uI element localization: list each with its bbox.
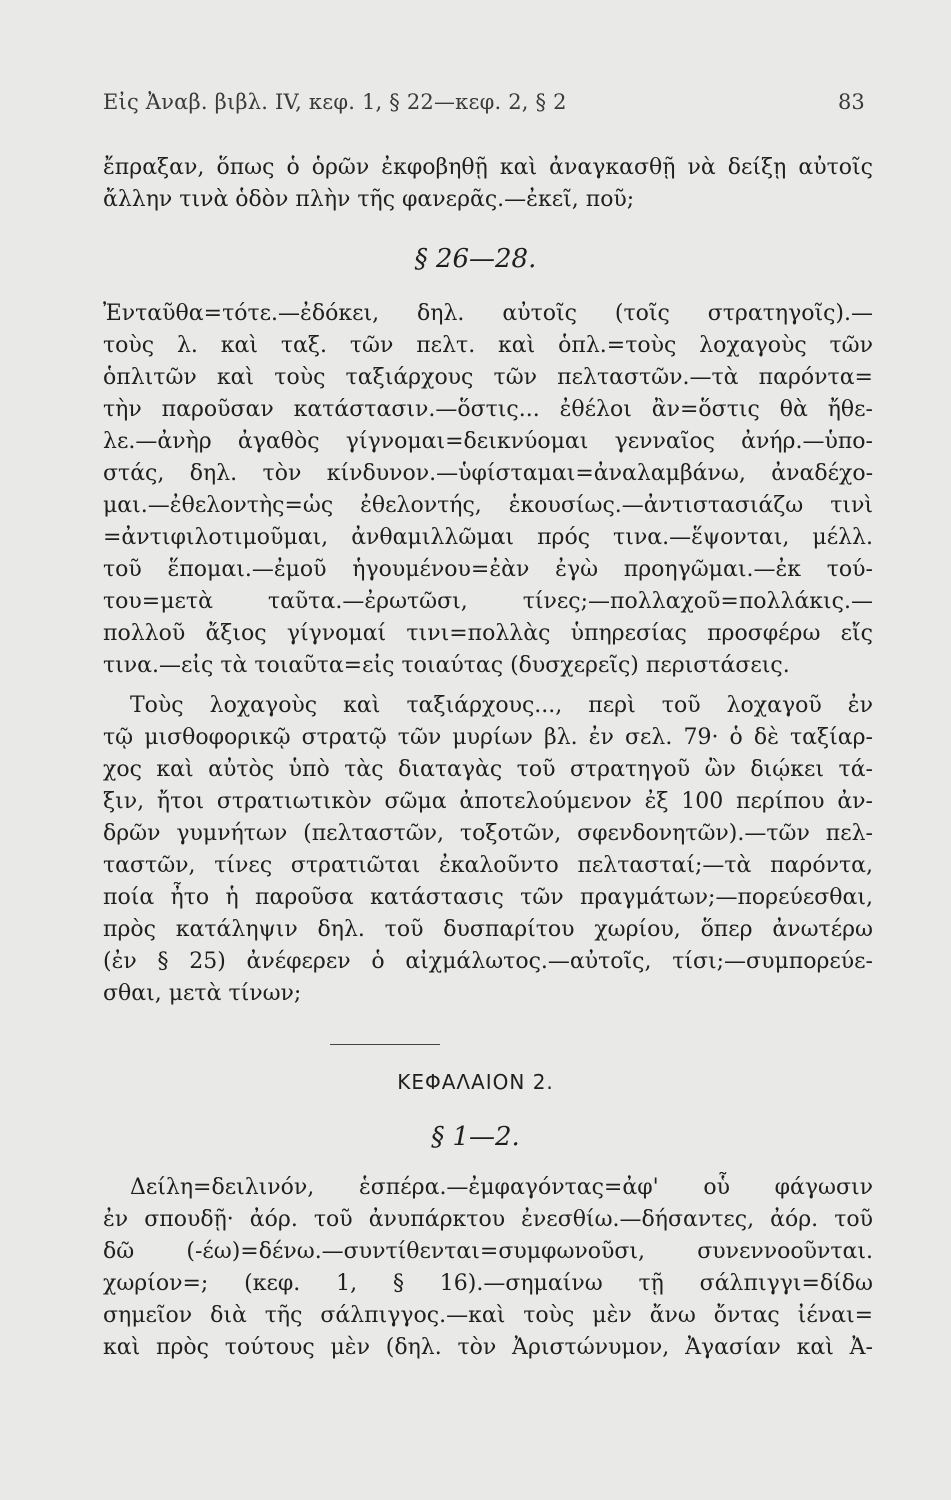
running-header	[0, 90, 951, 122]
text-line: λε.—ἀνὴρ ἀγαθὸς γίγνομαι=δεικνύομαι γενναῖος ἀνήρ.—ὑπο-	[103, 429, 873, 454]
text-line: σημεῖον διὰ τῆς σάλπιγγος.—καὶ τοὺς μὲν ἄνω ὄντας ἰέναι=	[103, 1303, 873, 1328]
text-line: καὶ πρὸς τούτους μὲν (δηλ. τὸν Ἀριστώνυμον, Ἀγασίαν καὶ Ἀ-	[103, 1335, 873, 1360]
text-line: πολλοῦ ἄξιος γίγνομαί τινι=πολλὰς ὑπηρεσίας προσφέρω εἴς	[103, 621, 873, 646]
text-line: ξιν, ἤτοι στρατιωτικὸν σῶμα ἀποτελούμενον ἐξ 100 περίπου ἀν-	[103, 789, 873, 814]
text-line: ὁπλιτῶν καὶ τοὺς ταξιάρχους τῶν πελταστῶν.—τὰ παρόντα=	[103, 365, 873, 390]
text-line: (ἐν § 25) ἀνέφερεν ὁ αἰχμάλωτος.—αὐτοῖς, τίσι;—συμπορεύε-	[103, 949, 873, 974]
text-line: ἐν σπουδῇ· ἀόρ. τοῦ ἀνυπάρκτου ἐνεσθίω.—δήσαντες, ἀόρ. τοῦ	[103, 1207, 873, 1232]
text-line: πρὸς κατάληψιν δηλ. τοῦ δυσπαρίτου χωρίου, ὅπερ ἀνωτέρω	[103, 917, 873, 942]
text-line: ταστῶν, τίνες στρατιῶται ἐκαλοῦντο πελτασταί;—τὰ παρόντα,	[103, 853, 873, 878]
text-line: Τοὺς λοχαγοὺς καὶ ταξιάρχους..., περὶ τοῦ λοχαγοῦ ἐν	[130, 693, 873, 718]
text-line: Ἐνταῦθα=τότε.—ἐδόκει, δηλ. αὐτοῖς (τοῖς στρατηγοῖς).—	[103, 301, 873, 326]
section-heading: § 26—28.	[414, 244, 537, 274]
text-line: τῷ μισθοφορικῷ στρατῷ τῶν μυρίων βλ. ἐν σελ. 79· ὁ δὲ ταξίαρ-	[103, 725, 873, 750]
section-heading: § 1—2.	[431, 1122, 520, 1152]
text-line: τοῦ ἕπομαι.—ἐμοῦ ἡγουμένου=ἐὰν ἐγὼ προηγῶμαι.—ἐκ τού-	[103, 557, 873, 582]
section-divider	[330, 1044, 440, 1045]
text-line: ἔπραξαν, ὅπως ὁ ὁρῶν ἐκφοβηθῇ καὶ ἀναγκασθῇ νὰ δείξῃ αὐτοῖς	[103, 155, 873, 180]
page-number: 83	[838, 90, 865, 114]
text-line: του=μετὰ ταῦτα.—ἐρωτῶσι, τίνες;—πολλαχοῦ=πολλάκις.—	[103, 589, 873, 614]
text-line: χωρίον=; (κεφ. 1, § 16).—σημαίνω τῇ σάλπιγγι=δίδω	[103, 1271, 873, 1296]
text-line: δῶ (-έω)=δένω.—συντίθενται=συμφωνοῦσι, συνεννοοῦνται.	[103, 1239, 873, 1264]
text-line: χος καὶ αὐτὸς ὑπὸ τὰς διαταγὰς τοῦ στρατηγοῦ ὢν διῴκει τά-	[103, 757, 873, 782]
text-line: τοὺς λ. καὶ ταξ. τῶν πελτ. καὶ ὁπλ.=τοὺς λοχαγοὺς τῶν	[103, 333, 873, 358]
text-line: ἄλλην τινὰ ὁδὸν πλὴν τῆς φανερᾶς.—ἐκεῖ, ποῦ;	[103, 187, 635, 212]
text-line: μαι.—ἐθελοντὴς=ὡς ἐθελοντής, ἑκουσίως.—ἀντιστασιάζω τινὶ	[103, 493, 873, 518]
text-line: Δείλη=δειλινόν, ἑσπέρα.—ἐμφαγόντας=ἀφ' οὗ φάγωσιν	[130, 1175, 873, 1200]
text-line: ποία ἦτο ἡ παροῦσα κατάστασις τῶν πραγμάτων;—πορεύεσθαι,	[103, 885, 873, 910]
text-line: =ἀντιφιλοτιμοῦμαι, ἀνθαμιλλῶμαι πρός τινα.—ἕψονται, μέλλ.	[103, 525, 873, 550]
text-line: σθαι, μετὰ τίνων;	[103, 981, 302, 1006]
chapter-heading: ΚΕΦΑΛΑΙΟΝ 2.	[397, 1070, 554, 1094]
text-line: τινα.—εἰς τὰ τοιαῦτα=εἰς τοιαύτας (δυσχερεῖς) περιστάσεις.	[103, 653, 790, 678]
text-line: τὴν παροῦσαν κατάστασιν.—ὅστις... ἐθέλοι ἂν=ὅστις θὰ ἤθε-	[103, 397, 873, 422]
text-line: δρῶν γυμνήτων (πελταστῶν, τοξοτῶν, σφενδονητῶν).—τῶν πελ-	[103, 821, 873, 846]
text-line: στάς, δηλ. τὸν κίνδυνον.—ὑφίσταμαι=ἀναλαμβάνω, ἀναδέχο-	[103, 461, 873, 486]
running-title: Εἰς Ἀναβ. βιβλ. IV, κεφ. 1, § 22—κεφ. 2, § 2	[103, 90, 567, 114]
